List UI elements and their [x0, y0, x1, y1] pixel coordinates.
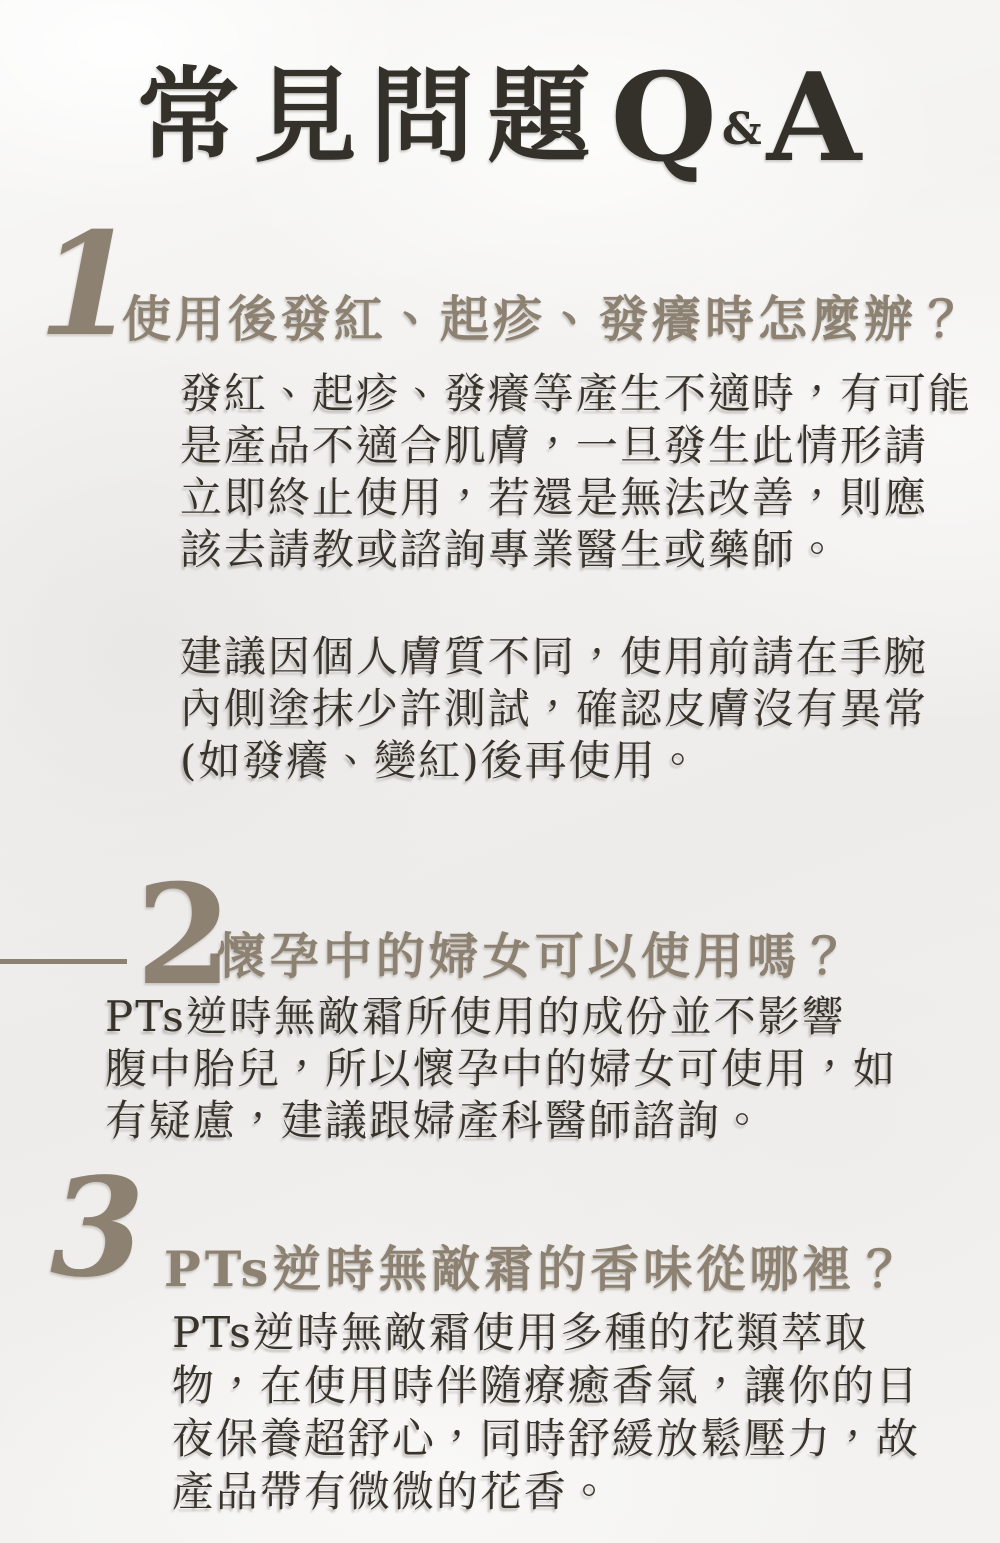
answer-1-paragraph-2	[180, 631, 928, 787]
question-3-number: 3	[50, 1148, 145, 1308]
left-rule	[0, 959, 127, 964]
title-ampersand: &	[721, 104, 764, 155]
answer-2-paragraph-1	[105, 991, 897, 1147]
question-2-number: 2	[136, 853, 233, 1016]
answer-line: 產品帶有微微的花香。	[172, 1467, 613, 1516]
answer-line: 該去請教或諮詢專業醫生或藥師。	[180, 525, 841, 574]
answer-1-paragraph-1	[180, 368, 972, 576]
question-2-text: 懷孕中的婦女可以使用嗎？	[217, 927, 854, 985]
answer-line: 是產品不適合肌膚，一旦發生此情形請	[180, 421, 929, 470]
question-1-text: 使用後發紅、起疹、發癢時怎麼辦？	[122, 290, 971, 348]
answer-line: PTs逆時無敵霜所使用的成份並不影響	[105, 992, 846, 1041]
answer-line: 夜保養超舒心，同時舒緩放鬆壓力，故	[172, 1414, 921, 1463]
answer-line: 內側塗抹少許測試，確認皮膚沒有異常	[180, 684, 929, 733]
page-title-chinese: 常見問題	[136, 56, 605, 177]
answer-line: 立即終止使用，若還是無法改善，則應	[180, 473, 929, 522]
answer-line: PTs逆時無敵霜使用多種的花類萃取	[172, 1308, 869, 1357]
answer-3-paragraph-1	[172, 1306, 920, 1518]
answer-line: 發紅、起疹、發癢等產生不適時，有可能	[180, 369, 973, 418]
page-title-qa	[610, 45, 864, 189]
page-title	[0, 34, 1000, 189]
answer-line: 腹中胎兒，所以懷孕中的婦女可使用，如	[105, 1044, 898, 1093]
answer-line: 有疑慮，建議跟婦產科醫師諮詢。	[105, 1096, 766, 1145]
title-letter-a: A	[766, 45, 864, 189]
title-letter-q: Q	[610, 45, 719, 189]
answer-line: 建議因個人膚質不同，使用前請在手腕	[180, 632, 929, 681]
answer-line: 物，在使用時伴隨療癒香氣，讓你的日	[172, 1361, 921, 1410]
answer-line: (如發癢、變紅)後再使用。	[180, 736, 701, 785]
question-3-text: PTs逆時無敵霜的香味從哪裡？	[164, 1240, 909, 1298]
question-1-number: 1	[38, 202, 137, 368]
